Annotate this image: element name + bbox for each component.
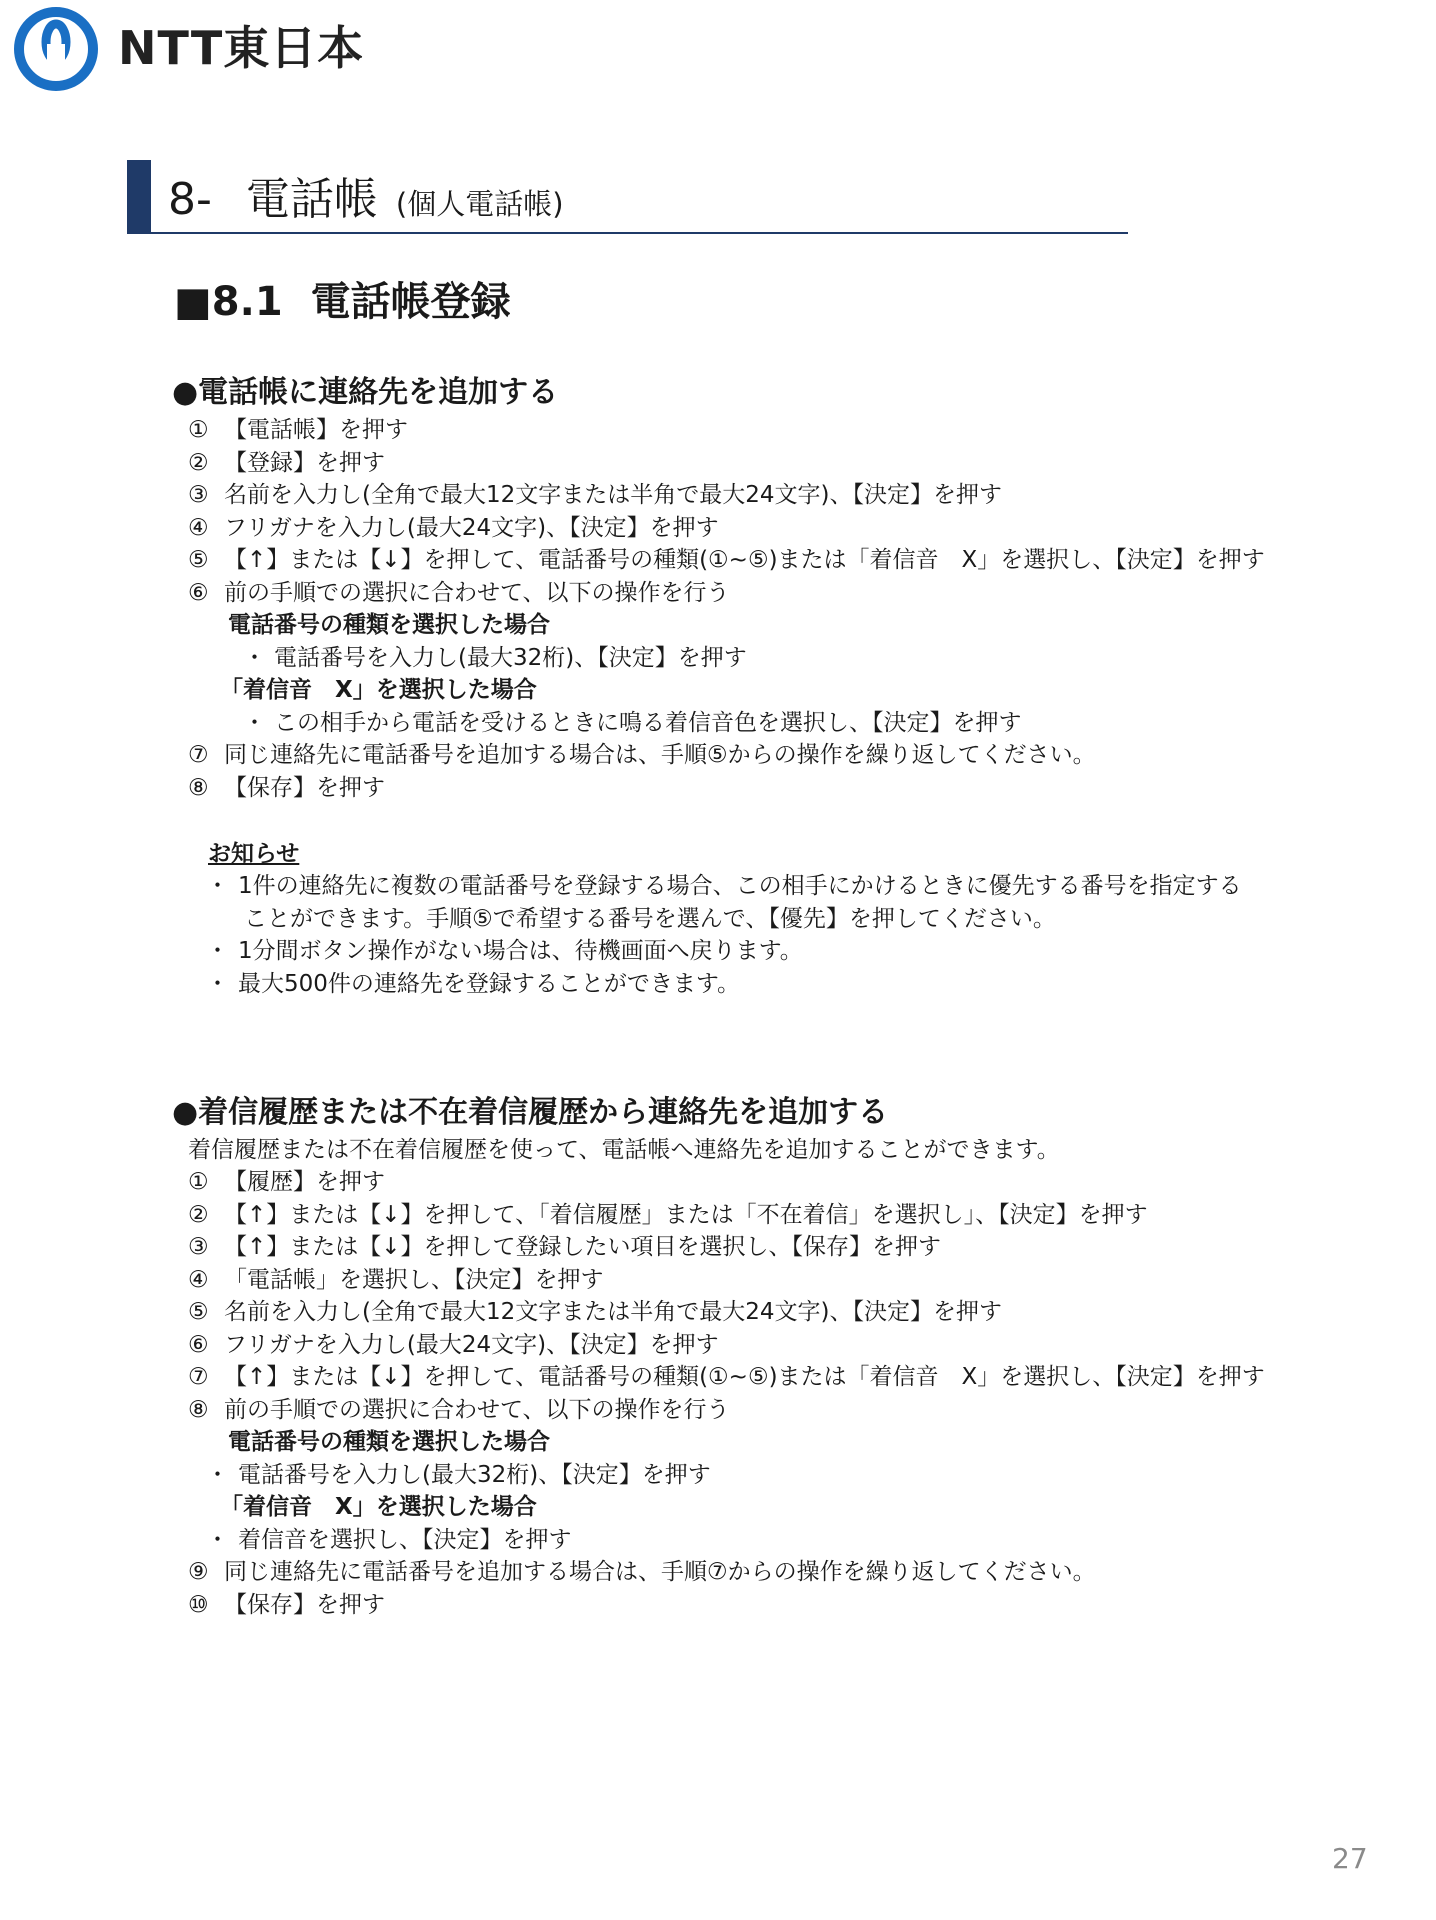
step-item [0, 1199, 1436, 1232]
item-marker: ・ [206, 873, 229, 899]
bullet-item [0, 1524, 1436, 1557]
chapter-number: 8- [168, 174, 212, 225]
item-marker: ④ [188, 1266, 209, 1293]
item-text: 【↑】または【↓】を押して、電話番号の種類(①~⑤)または「着信音 X」を選択し、【決定】を押す [224, 1364, 1265, 1390]
item-text: 電話番号の種類を選択した場合 [228, 612, 550, 638]
section-title [174, 274, 511, 330]
from-history-steps [0, 1166, 1436, 1621]
item-marker: ① [188, 1169, 209, 1195]
item-text: 同じ連絡先に電話番号を追加する場合は、手順⑤からの操作を繰り返してください。 [224, 742, 1096, 768]
item-marker: ⑥ [188, 579, 209, 606]
chapter-name: 電話帳 [245, 174, 378, 225]
page-number: 27 [1332, 1842, 1368, 1875]
item-text: 名前を入力し(全角で最大12文字または半角で最大24文字)、【決定】を押す [224, 482, 1002, 508]
from-history-heading: ●着信履歴または不在着信履歴から連絡先を追加する [172, 1095, 889, 1130]
item-text: 「着信音 X」を選択した場合 [220, 677, 537, 703]
from-history-intro [0, 1134, 1436, 1167]
step-item [0, 1296, 1436, 1329]
section-name: 電話帳登録 [310, 279, 511, 325]
step-item [0, 577, 1436, 610]
notice-title-text: お知らせ [208, 841, 300, 867]
step-item [0, 512, 1436, 545]
notice-title-row [0, 838, 1436, 871]
item-text: フリガナを入力し(最大24文字)、【決定】を押す [224, 514, 719, 541]
item-text: 電話番号を入力し(最大32桁)、【決定】を押す [238, 1461, 711, 1488]
step-item [0, 739, 1436, 772]
step-item [0, 1264, 1436, 1297]
item-marker: ④ [188, 514, 209, 541]
item-marker: ⑨ [188, 1559, 209, 1585]
from-history-intro-text: 着信履歴または不在着信履歴を使って、電話帳へ連絡先を追加することができます。 [188, 1137, 1060, 1163]
bullet-item [0, 1459, 1436, 1492]
item-marker: ⑦ [188, 1364, 209, 1390]
ntt-logo-icon [12, 6, 100, 92]
item-marker: ⑥ [188, 1331, 209, 1358]
item-text: 1分間ボタン操作がない場合は、待機画面へ戻ります。 [238, 938, 803, 964]
from-history-intro-row [0, 1134, 1436, 1167]
item-marker: ・ [243, 709, 266, 736]
step-item [0, 772, 1436, 805]
notice-title [0, 838, 1436, 871]
bullet-item [0, 642, 1436, 675]
item-text: 電話番号を入力し(最大32桁)、【決定】を押す [274, 644, 747, 671]
item-marker: ・ [243, 644, 266, 671]
item-marker: ③ [188, 482, 209, 508]
item-text: 【履歴】を押す [224, 1169, 385, 1195]
item-text: 最大500件の連絡先を登録することができます。 [238, 970, 741, 997]
item-text: 「着信音 X」を選択した場合 [220, 1494, 537, 1520]
step-item [0, 544, 1436, 577]
item-text: 名前を入力し(全角で最大12文字または半角で最大24文字)、【決定】を押す [224, 1299, 1002, 1325]
item-marker: ・ [206, 938, 229, 964]
item-text: 【保存】を押す [224, 1591, 385, 1618]
case-label [0, 609, 1436, 642]
notice-list [0, 870, 1436, 1000]
item-text: 【登録】を押す [224, 449, 385, 476]
step-item [0, 1166, 1436, 1199]
item-text: 着信音を選択し、【決定】を押す [238, 1526, 572, 1553]
step-item [0, 1361, 1436, 1394]
bullet-item [0, 935, 1436, 968]
text-line [0, 903, 1436, 936]
step-item [0, 447, 1436, 480]
item-marker: ⑤ [188, 1299, 209, 1325]
item-marker: ⑧ [188, 774, 209, 801]
item-text: 【保存】を押す [224, 774, 385, 801]
add-contact-heading: ●電話帳に連絡先を追加する [172, 375, 559, 410]
item-text: フリガナを入力し(最大24文字)、【決定】を押す [224, 1331, 719, 1358]
section-number: ■8.1 [174, 279, 283, 325]
item-marker: ② [188, 1201, 209, 1228]
logo-wordmark: NTT東日本 [118, 21, 365, 75]
item-marker: ・ [206, 1526, 229, 1553]
item-text: 1件の連絡先に複数の電話番号を登録する場合、この相手にかけるときに優先する番号を指定する [238, 873, 1242, 899]
item-marker: ・ [206, 970, 229, 997]
item-marker: ③ [188, 1234, 209, 1260]
bullet-item [0, 707, 1436, 740]
case-label [0, 1491, 1436, 1524]
step-item [0, 1231, 1436, 1264]
bullet-item [0, 870, 1436, 903]
item-text: 【↑】または【↓】を押して登録したい項目を選択し、【保存】を押す [224, 1234, 942, 1260]
item-text: ことができます。手順⑤で希望する番号を選んで、【優先】を押してください。 [244, 905, 1056, 932]
case-label [0, 1426, 1436, 1459]
item-text: この相手から電話を受けるときに鳴る着信音色を選択し、【決定】を押す [274, 709, 1022, 736]
item-marker: ② [188, 449, 209, 476]
step-item [0, 1589, 1436, 1622]
item-marker: ⑤ [188, 547, 209, 573]
item-text: 前の手順での選択に合わせて、以下の操作を行う [224, 579, 730, 606]
bullet-item [0, 968, 1436, 1001]
chapter-subtitle: (個人電話帳) [395, 187, 564, 221]
ntt-east-logo [12, 6, 402, 92]
item-marker: ⑧ [188, 1396, 209, 1423]
step-item [0, 1556, 1436, 1589]
item-text: 前の手順での選択に合わせて、以下の操作を行う [224, 1396, 730, 1423]
item-text: 【電話帳】を押す [224, 417, 408, 443]
add-contact-steps [0, 414, 1436, 804]
step-item [0, 1329, 1436, 1362]
item-text: 「電話帳」を選択し、【決定】を押す [224, 1266, 604, 1293]
item-marker: ⑩ [188, 1591, 209, 1618]
item-marker: ⑦ [188, 742, 209, 768]
step-item [0, 479, 1436, 512]
item-text: 同じ連絡先に電話番号を追加する場合は、手順⑦からの操作を繰り返してください。 [224, 1559, 1096, 1585]
item-text: 【↑】または【↓】を押して、電話番号の種類(①~⑤)または「着信音 X」を選択し、【決定】を押す [224, 547, 1265, 573]
item-text: 電話番号の種類を選択した場合 [228, 1429, 550, 1455]
step-item [0, 1394, 1436, 1427]
step-item [0, 414, 1436, 447]
item-marker: ① [188, 417, 209, 443]
item-text: 【↑】または【↓】を押して、「着信履歴」または「不在着信」を選択し」、【決定】を押す [224, 1201, 1148, 1228]
item-marker: ・ [206, 1461, 229, 1488]
chapter-accent-bar [127, 160, 151, 234]
chapter-title [168, 170, 564, 234]
case-label [0, 674, 1436, 707]
